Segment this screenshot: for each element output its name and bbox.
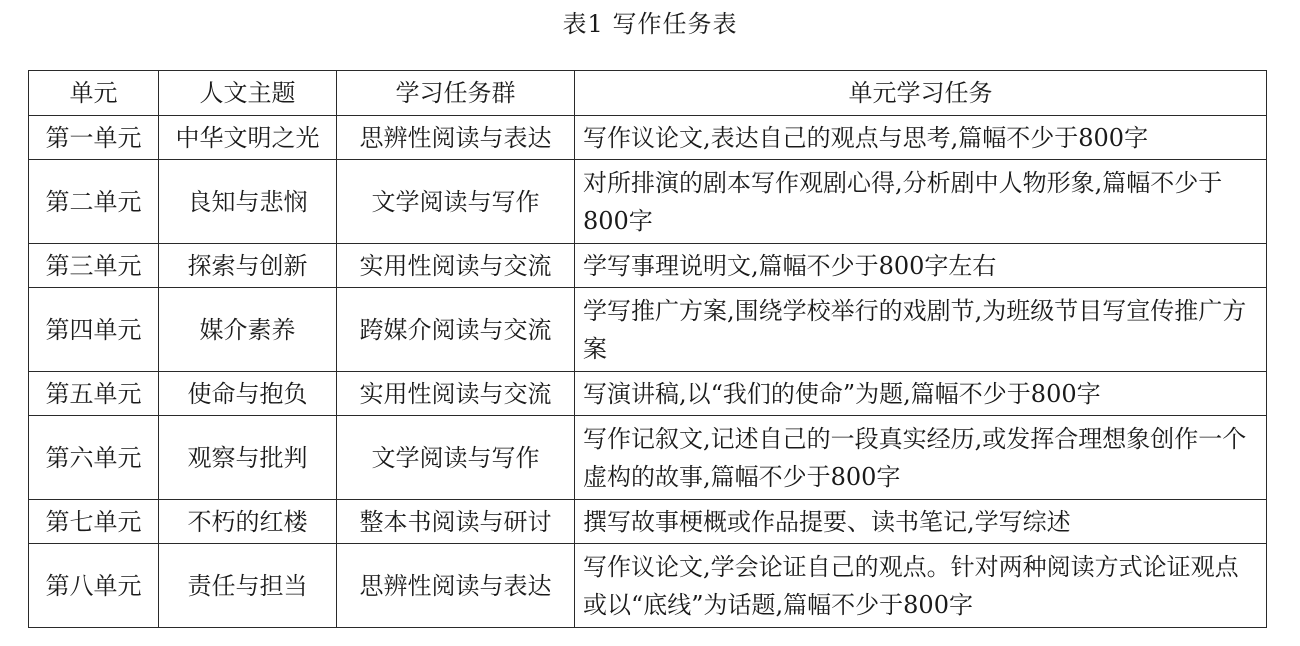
header-unit: 单元 (29, 71, 159, 116)
header-task-group: 学习任务群 (337, 71, 575, 116)
header-unit-task: 单元学习任务 (575, 71, 1267, 116)
table-row (29, 416, 1267, 500)
unit-task-cell: 写演讲稿,以“我们的使命”为题,篇幅不少于800字 (575, 372, 1267, 416)
unit-cell: 第六单元 (29, 416, 159, 500)
theme-cell: 探索与创新 (159, 244, 337, 288)
table-row (29, 244, 1267, 288)
unit-task-cell: 对所排演的剧本写作观剧心得,分析剧中人物形象,篇幅不少于800字 (575, 160, 1267, 244)
theme-cell: 良知与悲悯 (159, 160, 337, 244)
unit-cell: 第五单元 (29, 372, 159, 416)
unit-cell: 第一单元 (29, 116, 159, 160)
task-group-cell: 实用性阅读与交流 (337, 372, 575, 416)
unit-task-cell: 写作记叙文,记述自己的一段真实经历,或发挥合理想象创作一个虚构的故事,篇幅不少于800字 (575, 416, 1267, 500)
header-theme: 人文主题 (159, 71, 337, 116)
task-group-cell: 文学阅读与写作 (337, 160, 575, 244)
theme-cell: 媒介素养 (159, 288, 337, 372)
task-group-cell: 跨媒介阅读与交流 (337, 288, 575, 372)
writing-task-table (28, 70, 1267, 628)
table-row (29, 288, 1267, 372)
theme-cell: 中华文明之光 (159, 116, 337, 160)
table-row (29, 116, 1267, 160)
unit-task-cell: 写作议论文,学会论证自己的观点。针对两种阅读方式论证观点或以“底线”为话题,篇幅不少于800字 (575, 544, 1267, 628)
table-caption: 表1 写作任务表 (562, 10, 738, 38)
unit-task-cell: 撰写故事梗概或作品提要、读书笔记,学写综述 (575, 500, 1267, 544)
table-row (29, 544, 1267, 628)
task-group-cell: 实用性阅读与交流 (337, 244, 575, 288)
theme-cell: 不朽的红楼 (159, 500, 337, 544)
theme-cell: 使命与抱负 (159, 372, 337, 416)
unit-task-cell: 写作议论文,表达自己的观点与思考,篇幅不少于800字 (575, 116, 1267, 160)
header-row (29, 71, 1267, 116)
unit-task-cell: 学写事理说明文,篇幅不少于800字左右 (575, 244, 1267, 288)
unit-cell: 第七单元 (29, 500, 159, 544)
unit-task-cell: 学写推广方案,围绕学校举行的戏剧节,为班级节目写宣传推广方案 (575, 288, 1267, 372)
unit-cell: 第八单元 (29, 544, 159, 628)
unit-cell: 第三单元 (29, 244, 159, 288)
task-group-cell: 整本书阅读与研讨 (337, 500, 575, 544)
unit-cell: 第四单元 (29, 288, 159, 372)
table-row (29, 500, 1267, 544)
task-group-cell: 文学阅读与写作 (337, 416, 575, 500)
task-group-cell: 思辨性阅读与表达 (337, 116, 575, 160)
theme-cell: 观察与批判 (159, 416, 337, 500)
task-group-cell: 思辨性阅读与表达 (337, 544, 575, 628)
unit-cell: 第二单元 (29, 160, 159, 244)
table-row (29, 372, 1267, 416)
table-row (29, 160, 1267, 244)
theme-cell: 责任与担当 (159, 544, 337, 628)
